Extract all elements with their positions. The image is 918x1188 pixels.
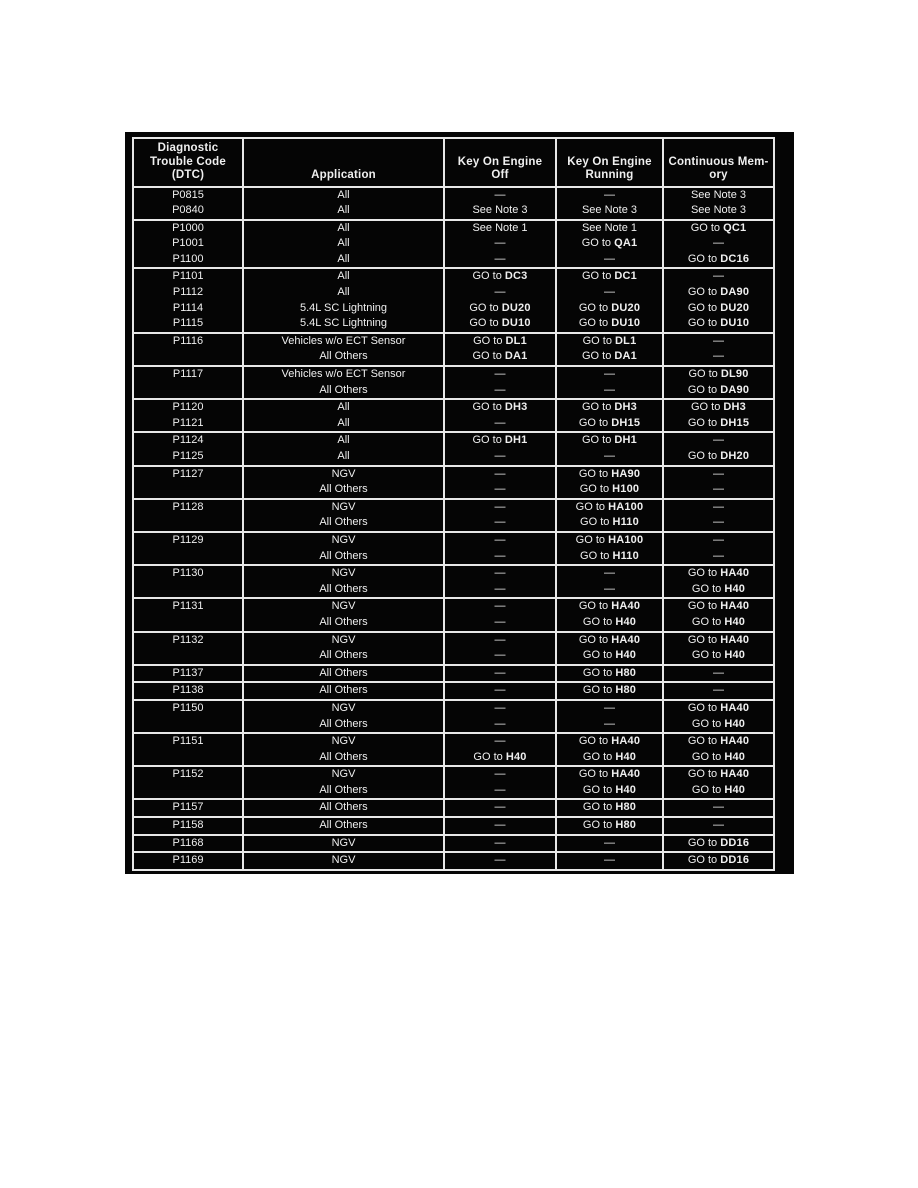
cell-dtc: P0815 <box>133 187 243 204</box>
cell-key-on-engine-off: — <box>444 783 556 800</box>
cell-dtc: P1120 <box>133 399 243 416</box>
header-row <box>133 138 774 187</box>
cell-dtc: P1169 <box>133 852 243 870</box>
table-row <box>133 665 774 683</box>
cell-application: All <box>243 416 444 433</box>
dtc-group-P1138 <box>133 682 774 700</box>
cell-continuous-memory: GO to H40 <box>663 717 774 734</box>
cell-key-on-engine-running: See Note 3 <box>556 203 663 220</box>
cell-application: All <box>243 187 444 204</box>
scanned-table-panel <box>125 132 794 874</box>
cell-continuous-memory: GO to DU10 <box>663 316 774 333</box>
cell-key-on-engine-running: GO to DU20 <box>556 301 663 317</box>
cell-continuous-memory: — <box>663 515 774 532</box>
cell-application: All <box>243 399 444 416</box>
cell-key-on-engine-running: — <box>556 285 663 301</box>
cell-dtc <box>133 750 243 767</box>
table-row <box>133 449 774 466</box>
cell-application: All Others <box>243 799 444 817</box>
cell-key-on-engine-off: GO to DA1 <box>444 349 556 366</box>
cell-continuous-memory: GO to DH15 <box>663 416 774 433</box>
dtc-group-P1168 <box>133 835 774 853</box>
header-cell-key-on-engine-off: Key On Engine Off <box>444 138 556 187</box>
table-row <box>133 648 774 665</box>
cell-application: All <box>243 220 444 237</box>
cell-continuous-memory: — <box>663 682 774 700</box>
header-cell-dtc: Diagnostic Trouble Code (DTC) <box>133 138 243 187</box>
cell-continuous-memory: — <box>663 817 774 835</box>
cell-key-on-engine-off: — <box>444 817 556 835</box>
cell-continuous-memory: GO to H40 <box>663 783 774 800</box>
cell-key-on-engine-off: — <box>444 532 556 549</box>
cell-dtc <box>133 515 243 532</box>
cell-key-on-engine-running: — <box>556 852 663 870</box>
cell-continuous-memory: — <box>663 532 774 549</box>
cell-dtc: P1151 <box>133 733 243 750</box>
cell-key-on-engine-running: — <box>556 449 663 466</box>
cell-key-on-engine-off: GO to DH3 <box>444 399 556 416</box>
cell-application: NGV <box>243 733 444 750</box>
cell-dtc: P1150 <box>133 700 243 717</box>
table-row <box>133 598 774 615</box>
dtc-group-P1124 <box>133 432 774 465</box>
cell-continuous-memory: GO to H40 <box>663 582 774 599</box>
cell-continuous-memory: GO to DD16 <box>663 835 774 853</box>
cell-application: NGV <box>243 499 444 516</box>
dtc-group-P1127 <box>133 466 774 499</box>
cell-continuous-memory: GO to HA40 <box>663 565 774 582</box>
cell-continuous-memory: GO to DL90 <box>663 366 774 383</box>
cell-key-on-engine-running: GO to HA40 <box>556 598 663 615</box>
cell-continuous-memory: GO to DH3 <box>663 399 774 416</box>
cell-continuous-memory: — <box>663 432 774 449</box>
table-row <box>133 203 774 220</box>
cell-key-on-engine-running: GO to HA100 <box>556 499 663 516</box>
cell-key-on-engine-off: — <box>444 549 556 566</box>
cell-key-on-engine-off: — <box>444 515 556 532</box>
cell-key-on-engine-off: — <box>444 733 556 750</box>
cell-dtc <box>133 383 243 400</box>
cell-dtc: P1001 <box>133 236 243 252</box>
cell-key-on-engine-off: — <box>444 700 556 717</box>
cell-dtc <box>133 615 243 632</box>
cell-continuous-memory: — <box>663 665 774 683</box>
cell-key-on-engine-off: — <box>444 285 556 301</box>
cell-continuous-memory: — <box>663 799 774 817</box>
cell-key-on-engine-off: — <box>444 383 556 400</box>
cell-key-on-engine-off: — <box>444 416 556 433</box>
table-row <box>133 399 774 416</box>
dtc-table <box>132 137 775 871</box>
cell-continuous-memory: GO to HA40 <box>663 700 774 717</box>
dtc-group-P1169 <box>133 852 774 870</box>
cell-key-on-engine-off: GO to DC3 <box>444 268 556 285</box>
cell-key-on-engine-running: — <box>556 582 663 599</box>
cell-application: Vehicles w/o ECT Sensor <box>243 366 444 383</box>
cell-key-on-engine-running: GO to HA100 <box>556 532 663 549</box>
cell-dtc: P0840 <box>133 203 243 220</box>
table-row <box>133 482 774 499</box>
cell-application: Vehicles w/o ECT Sensor <box>243 333 444 350</box>
cell-dtc: P1127 <box>133 466 243 483</box>
cell-application: NGV <box>243 565 444 582</box>
table-row <box>133 432 774 449</box>
cell-dtc: P1117 <box>133 366 243 383</box>
dtc-group-P0815 <box>133 187 774 220</box>
dtc-group-P1152 <box>133 766 774 799</box>
cell-dtc <box>133 582 243 599</box>
table-row <box>133 766 774 783</box>
cell-key-on-engine-off: — <box>444 236 556 252</box>
table-row <box>133 285 774 301</box>
table-row <box>133 817 774 835</box>
cell-key-on-engine-running: GO to H40 <box>556 750 663 767</box>
cell-key-on-engine-off: GO to H40 <box>444 750 556 767</box>
dtc-group-P1000 <box>133 220 774 269</box>
cell-dtc: P1138 <box>133 682 243 700</box>
table-row <box>133 252 774 269</box>
cell-key-on-engine-off: — <box>444 366 556 383</box>
cell-dtc: P1131 <box>133 598 243 615</box>
cell-key-on-engine-off: — <box>444 252 556 269</box>
cell-dtc: P1112 <box>133 285 243 301</box>
cell-continuous-memory: — <box>663 349 774 366</box>
cell-application: All <box>243 203 444 220</box>
cell-application: 5.4L SC Lightning <box>243 316 444 333</box>
table-row <box>133 466 774 483</box>
cell-application: NGV <box>243 532 444 549</box>
cell-key-on-engine-off: — <box>444 766 556 783</box>
cell-dtc: P1124 <box>133 432 243 449</box>
cell-key-on-engine-running: GO to DU10 <box>556 316 663 333</box>
cell-dtc <box>133 783 243 800</box>
cell-key-on-engine-running: GO to H110 <box>556 549 663 566</box>
table-row <box>133 582 774 599</box>
cell-key-on-engine-running: — <box>556 187 663 204</box>
cell-dtc: P1100 <box>133 252 243 269</box>
cell-key-on-engine-running: GO to DC1 <box>556 268 663 285</box>
cell-key-on-engine-off: — <box>444 648 556 665</box>
table-row <box>133 835 774 853</box>
cell-continuous-memory: GO to DH20 <box>663 449 774 466</box>
cell-continuous-memory: See Note 3 <box>663 203 774 220</box>
cell-key-on-engine-running: GO to DA1 <box>556 349 663 366</box>
cell-key-on-engine-running: GO to HA40 <box>556 733 663 750</box>
cell-continuous-memory: GO to DC16 <box>663 252 774 269</box>
cell-continuous-memory: GO to HA40 <box>663 632 774 649</box>
table-row <box>133 565 774 582</box>
cell-dtc: P1157 <box>133 799 243 817</box>
cell-key-on-engine-running: — <box>556 565 663 582</box>
cell-continuous-memory: — <box>663 268 774 285</box>
cell-application: All Others <box>243 783 444 800</box>
cell-key-on-engine-running: GO to H80 <box>556 817 663 835</box>
cell-application: NGV <box>243 835 444 853</box>
cell-application: NGV <box>243 632 444 649</box>
table-row <box>133 632 774 649</box>
cell-key-on-engine-off: — <box>444 582 556 599</box>
cell-continuous-memory: GO to H40 <box>663 750 774 767</box>
table-row <box>133 783 774 800</box>
table-row <box>133 333 774 350</box>
cell-application: All Others <box>243 515 444 532</box>
dtc-group-P1151 <box>133 733 774 766</box>
cell-key-on-engine-off: — <box>444 482 556 499</box>
cell-key-on-engine-off: — <box>444 682 556 700</box>
cell-application: All Others <box>243 750 444 767</box>
cell-application: All Others <box>243 665 444 683</box>
dtc-group-P1120 <box>133 399 774 432</box>
cell-continuous-memory: — <box>663 333 774 350</box>
table-row <box>133 187 774 204</box>
cell-application: NGV <box>243 852 444 870</box>
cell-key-on-engine-running: GO to DL1 <box>556 333 663 350</box>
table-row <box>133 220 774 237</box>
cell-key-on-engine-off: GO to DH1 <box>444 432 556 449</box>
table-row <box>133 416 774 433</box>
dtc-group-P1157 <box>133 799 774 817</box>
table-row <box>133 366 774 383</box>
cell-key-on-engine-off: — <box>444 835 556 853</box>
cell-dtc <box>133 349 243 366</box>
cell-key-on-engine-off: — <box>444 665 556 683</box>
table-row <box>133 717 774 734</box>
dtc-group-P1132 <box>133 632 774 665</box>
dtc-group-P1158 <box>133 817 774 835</box>
cell-dtc: P1128 <box>133 499 243 516</box>
table-row <box>133 682 774 700</box>
cell-key-on-engine-off: — <box>444 799 556 817</box>
dtc-group-P1129 <box>133 532 774 565</box>
cell-dtc: P1168 <box>133 835 243 853</box>
table-row <box>133 549 774 566</box>
table-row <box>133 615 774 632</box>
cell-dtc: P1158 <box>133 817 243 835</box>
cell-continuous-memory: — <box>663 549 774 566</box>
table-row <box>133 499 774 516</box>
dtc-table-header <box>133 138 774 187</box>
cell-application: NGV <box>243 700 444 717</box>
cell-dtc: P1116 <box>133 333 243 350</box>
cell-dtc: P1101 <box>133 268 243 285</box>
cell-key-on-engine-off: GO to DU20 <box>444 301 556 317</box>
table-row <box>133 236 774 252</box>
cell-key-on-engine-running: GO to H40 <box>556 648 663 665</box>
cell-dtc: P1129 <box>133 532 243 549</box>
cell-dtc <box>133 648 243 665</box>
cell-key-on-engine-off: — <box>444 632 556 649</box>
dtc-group-P1131 <box>133 598 774 631</box>
cell-key-on-engine-running: GO to DH15 <box>556 416 663 433</box>
cell-key-on-engine-off: See Note 3 <box>444 203 556 220</box>
cell-continuous-memory: — <box>663 499 774 516</box>
cell-application: 5.4L SC Lightning <box>243 301 444 317</box>
cell-application: All Others <box>243 383 444 400</box>
cell-dtc <box>133 549 243 566</box>
cell-key-on-engine-off: GO to DL1 <box>444 333 556 350</box>
cell-application: All Others <box>243 648 444 665</box>
cell-key-on-engine-running: GO to HA40 <box>556 632 663 649</box>
cell-application: All Others <box>243 682 444 700</box>
cell-key-on-engine-running: GO to H100 <box>556 482 663 499</box>
cell-application: All Others <box>243 817 444 835</box>
cell-application: All Others <box>243 615 444 632</box>
header-cell-application: Application <box>243 138 444 187</box>
cell-key-on-engine-off: — <box>444 187 556 204</box>
table-row <box>133 852 774 870</box>
cell-key-on-engine-running: GO to DH3 <box>556 399 663 416</box>
cell-application: All <box>243 285 444 301</box>
table-row <box>133 733 774 750</box>
cell-continuous-memory: GO to DU20 <box>663 301 774 317</box>
cell-continuous-memory: — <box>663 236 774 252</box>
cell-key-on-engine-off: — <box>444 717 556 734</box>
cell-continuous-memory: — <box>663 482 774 499</box>
cell-continuous-memory: GO to HA40 <box>663 766 774 783</box>
cell-key-on-engine-running: — <box>556 252 663 269</box>
dtc-group-P1130 <box>133 565 774 598</box>
cell-key-on-engine-running: — <box>556 366 663 383</box>
table-row <box>133 316 774 333</box>
table-row <box>133 799 774 817</box>
dtc-group-P1117 <box>133 366 774 399</box>
table-row <box>133 700 774 717</box>
cell-key-on-engine-off: — <box>444 499 556 516</box>
cell-application: All <box>243 449 444 466</box>
cell-continuous-memory: See Note 3 <box>663 187 774 204</box>
table-row <box>133 515 774 532</box>
table-row <box>133 301 774 317</box>
cell-dtc: P1132 <box>133 632 243 649</box>
cell-key-on-engine-running: GO to H40 <box>556 783 663 800</box>
cell-dtc: P1114 <box>133 301 243 317</box>
cell-key-on-engine-running: GO to HA90 <box>556 466 663 483</box>
cell-continuous-memory: GO to HA40 <box>663 733 774 750</box>
cell-application: All <box>243 236 444 252</box>
dtc-group-P1137 <box>133 665 774 683</box>
cell-key-on-engine-off: GO to DU10 <box>444 316 556 333</box>
cell-continuous-memory: — <box>663 466 774 483</box>
cell-key-on-engine-off: — <box>444 615 556 632</box>
table-row <box>133 268 774 285</box>
cell-key-on-engine-off: — <box>444 449 556 466</box>
cell-continuous-memory: GO to DD16 <box>663 852 774 870</box>
cell-key-on-engine-off: — <box>444 598 556 615</box>
cell-continuous-memory: GO to QC1 <box>663 220 774 237</box>
cell-dtc <box>133 482 243 499</box>
cell-application: All Others <box>243 582 444 599</box>
cell-dtc: P1130 <box>133 565 243 582</box>
cell-continuous-memory: GO to H40 <box>663 615 774 632</box>
cell-application: NGV <box>243 766 444 783</box>
cell-key-on-engine-running: GO to DH1 <box>556 432 663 449</box>
cell-continuous-memory: GO to DA90 <box>663 383 774 400</box>
cell-key-on-engine-running: GO to H40 <box>556 615 663 632</box>
dtc-group-P1128 <box>133 499 774 532</box>
cell-continuous-memory: GO to H40 <box>663 648 774 665</box>
cell-key-on-engine-off: See Note 1 <box>444 220 556 237</box>
cell-application: All <box>243 432 444 449</box>
cell-dtc: P1152 <box>133 766 243 783</box>
cell-application: All Others <box>243 482 444 499</box>
cell-key-on-engine-running: — <box>556 835 663 853</box>
cell-dtc: P1115 <box>133 316 243 333</box>
header-cell-continuous-memory: Continuous Mem- ory <box>663 138 774 187</box>
table-row <box>133 532 774 549</box>
table-row <box>133 750 774 767</box>
cell-key-on-engine-running: GO to QA1 <box>556 236 663 252</box>
cell-application: All <box>243 268 444 285</box>
cell-application: All <box>243 252 444 269</box>
cell-dtc <box>133 717 243 734</box>
cell-key-on-engine-running: GO to HA40 <box>556 766 663 783</box>
table-row <box>133 383 774 400</box>
cell-key-on-engine-off: — <box>444 852 556 870</box>
cell-key-on-engine-running: GO to H80 <box>556 665 663 683</box>
cell-application: All Others <box>243 349 444 366</box>
cell-application: All Others <box>243 717 444 734</box>
cell-key-on-engine-running: GO to H110 <box>556 515 663 532</box>
cell-dtc: P1125 <box>133 449 243 466</box>
dtc-group-P1101 <box>133 268 774 332</box>
header-cell-key-on-engine-running: Key On Engine Running <box>556 138 663 187</box>
cell-key-on-engine-running: — <box>556 700 663 717</box>
cell-continuous-memory: GO to DA90 <box>663 285 774 301</box>
cell-application: NGV <box>243 466 444 483</box>
cell-dtc: P1137 <box>133 665 243 683</box>
cell-application: NGV <box>243 598 444 615</box>
cell-key-on-engine-off: — <box>444 565 556 582</box>
cell-dtc: P1121 <box>133 416 243 433</box>
cell-continuous-memory: GO to HA40 <box>663 598 774 615</box>
cell-key-on-engine-running: — <box>556 717 663 734</box>
cell-application: All Others <box>243 549 444 566</box>
cell-key-on-engine-running: See Note 1 <box>556 220 663 237</box>
table-row <box>133 349 774 366</box>
cell-key-on-engine-running: GO to H80 <box>556 682 663 700</box>
dtc-group-P1116 <box>133 333 774 366</box>
cell-key-on-engine-running: GO to H80 <box>556 799 663 817</box>
dtc-group-P1150 <box>133 700 774 733</box>
cell-key-on-engine-off: — <box>444 466 556 483</box>
cell-dtc: P1000 <box>133 220 243 237</box>
cell-key-on-engine-running: — <box>556 383 663 400</box>
